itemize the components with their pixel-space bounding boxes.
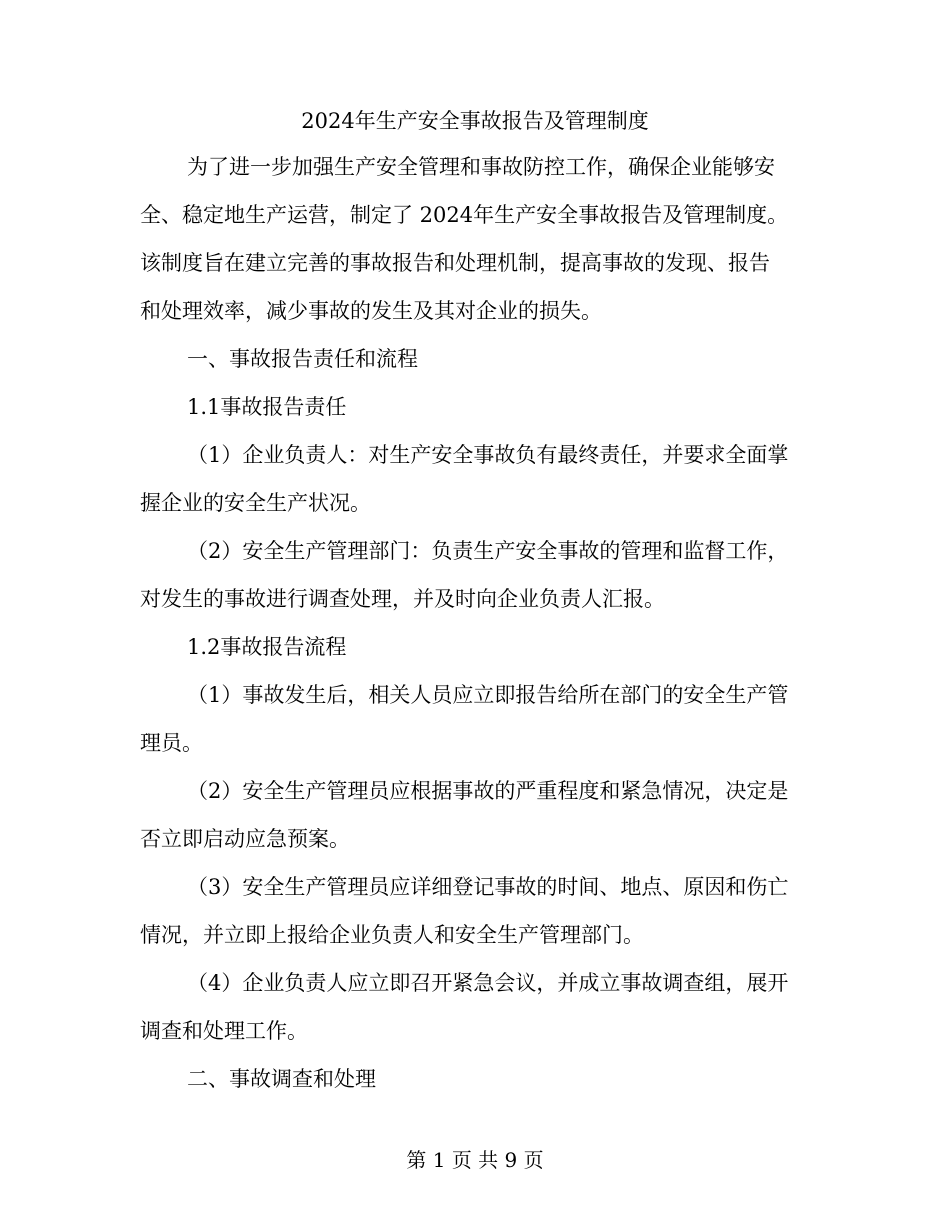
paragraph-line: （3）安全生产管理员应详细登记事故的时间、地点、原因和伤亡 [187,875,789,899]
paragraph-line: （1）企业负责人：对生产安全事故负有最终责任，并要求全面掌 [187,443,789,467]
paragraph-line: 和处理效率，减少事故的发生及其对企业的损失。 [140,299,602,323]
paragraph-line: 全、稳定地生产运营，制定了 2024年生产安全事故报告及管理制度。 [140,203,789,227]
section-heading: 一、事故报告责任和流程 [187,347,418,371]
paragraph-line: 理员。 [140,731,203,755]
document-title: 2024年生产安全事故报告及管理制度 [301,109,649,133]
section-heading: 二、事故调查和处理 [187,1067,376,1091]
paragraph-line: （4）企业负责人应立即召开紧急会议，并成立事故调查组，展开 [187,971,789,995]
paragraph-line: 为了进一步加强生产安全管理和事故防控工作，确保企业能够安 [187,155,775,179]
paragraph-line: 对发生的事故进行调查处理，并及时向企业负责人汇报。 [140,587,665,611]
paragraph-line: 否立即启动应急预案。 [140,827,350,851]
paragraph-line: 情况，并立即上报给企业负责人和安全生产管理部门。 [140,923,644,947]
paragraph-line: （2）安全生产管理部门：负责生产安全事故的管理和监督工作， [187,539,789,563]
paragraph-line: （2）安全生产管理员应根据事故的严重程度和紧急情况，决定是 [187,779,789,803]
paragraph-line: （1）事故发生后，相关人员应立即报告给所在部门的安全生产管 [187,683,789,707]
subsection-heading: 1.2事故报告流程 [187,635,347,659]
paragraph-line: 调查和处理工作。 [140,1019,308,1043]
paragraph-line: 握企业的安全生产状况。 [140,491,371,515]
subsection-heading: 1.1事故报告责任 [187,395,347,419]
paragraph-line: 该制度旨在建立完善的事故报告和处理机制，提高事故的发现、报告 [140,251,770,275]
page-number-footer: 第 1 页 共 9 页 [406,1148,544,1172]
